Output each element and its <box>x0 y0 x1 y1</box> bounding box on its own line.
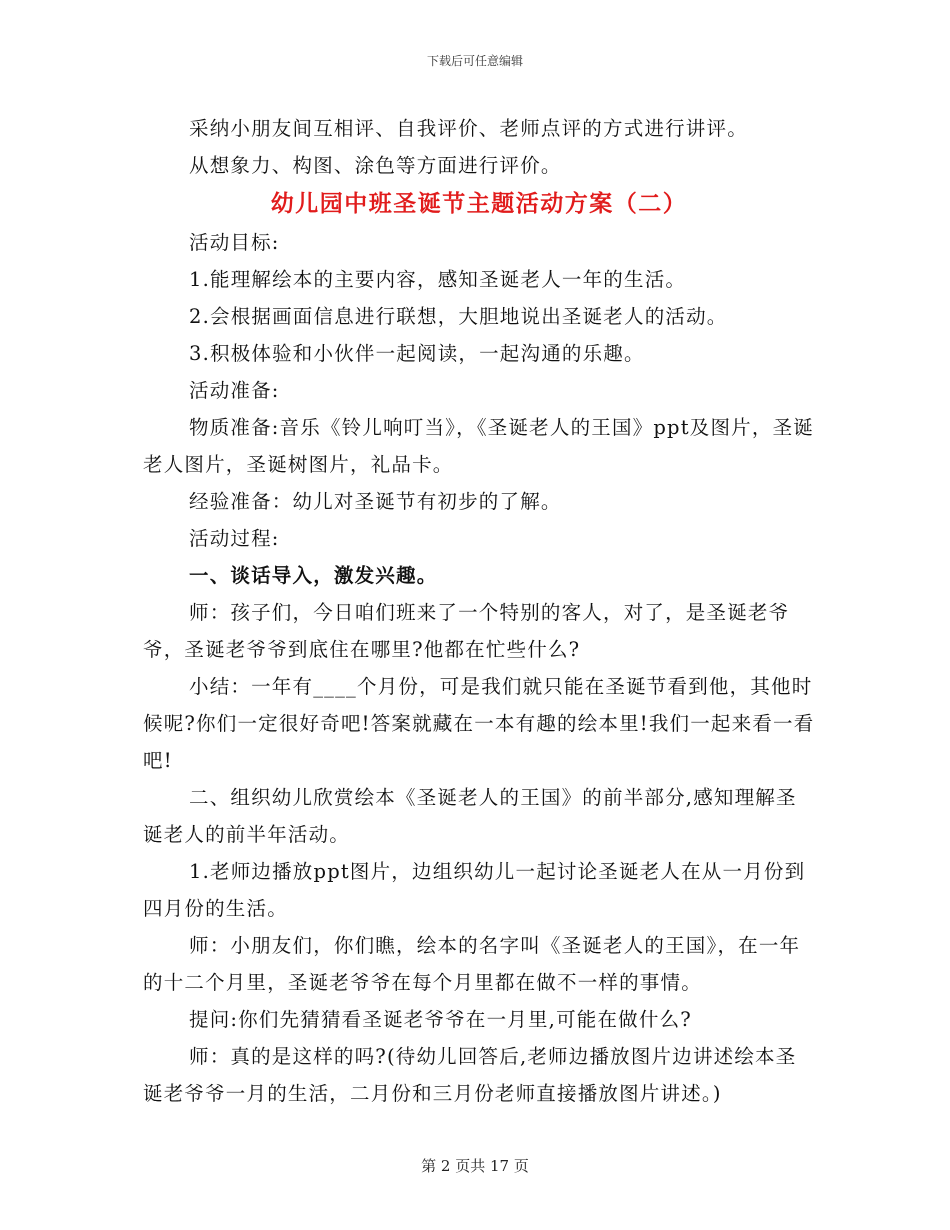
paragraph-list <box>143 224 815 1112</box>
paragraph: 师：孩子们，今日咱们班来了一个特别的客人，对了，是圣诞老爷爷，圣诞老爷爷到底住在哪里?他都在忙些什么? <box>143 601 790 661</box>
page-header: 下载后可任意编辑 <box>426 54 523 68</box>
paragraph: 3.积极体验和小伙伴一起阅读，一起沟通的乐趣。 <box>189 342 645 365</box>
paragraph: 物质准备:音乐《铃儿响叮当》，《圣诞老人的王国》ppt及图片，圣诞老人图片，圣诞树图片，礼品卡。 <box>143 416 814 476</box>
paragraph: 从想象力、构图、涂色等方面进行评价。 <box>189 154 562 177</box>
paragraph: 活动过程: <box>189 527 280 550</box>
section-title: 幼儿园中班圣诞节主题活动方案（二） <box>270 191 688 217</box>
paragraph: 2.会根据画面信息进行联想，大胆地说出圣诞老人的活动。 <box>189 305 728 328</box>
paragraph: 经验准备：幼儿对圣诞节有初步的了解。 <box>189 490 562 513</box>
paragraph: 活动目标: <box>189 231 280 254</box>
section-heading: 一、谈话导入，激发兴趣。 <box>189 564 438 587</box>
paragraph: 师：小朋友们，你们瞧，绘本的名字叫《圣诞老人的王国》，在一年的十二个月里，圣诞老爷爷在每个月里都在做不一样的事情。 <box>143 934 801 994</box>
page-footer: 第 2 页共 17 页 <box>421 1157 529 1175</box>
paragraph: 提问:你们先猜猜看圣诞老爷爷在一月里,可能在做什么? <box>189 1008 692 1031</box>
document-body <box>143 110 815 1112</box>
paragraph: 采纳小朋友间互相评、自我评价、老师点评的方式进行讲评。 <box>189 117 748 140</box>
paragraph: 师：真的是这样的吗?(待幼儿回答后,老师边播放图片边讲述绘本圣诞老爷爷一月的生活，二月份和三月份老师直接播放图片讲述。) <box>143 1045 797 1105</box>
paragraph: 活动准备: <box>189 379 280 402</box>
paragraph: 1.能理解绘本的主要内容，感知圣诞老人一年的生活。 <box>189 268 687 291</box>
paragraph: 二、组织幼儿欣赏绘本《圣诞老人的王国》的前半部分,感知理解圣诞老人的前半年活动。 <box>143 786 797 846</box>
paragraph: 1.老师边播放ppt图片，边组织幼儿一起讨论圣诞老人在从一月份到四月份的生活。 <box>143 860 806 920</box>
paragraph: 小结：一年有____个月份，可是我们就只能在圣诞节看到他，其他时候呢?你们一定很好奇吧!答案就藏在一本有趣的绘本里!我们一起来看一看吧! <box>143 675 815 772</box>
